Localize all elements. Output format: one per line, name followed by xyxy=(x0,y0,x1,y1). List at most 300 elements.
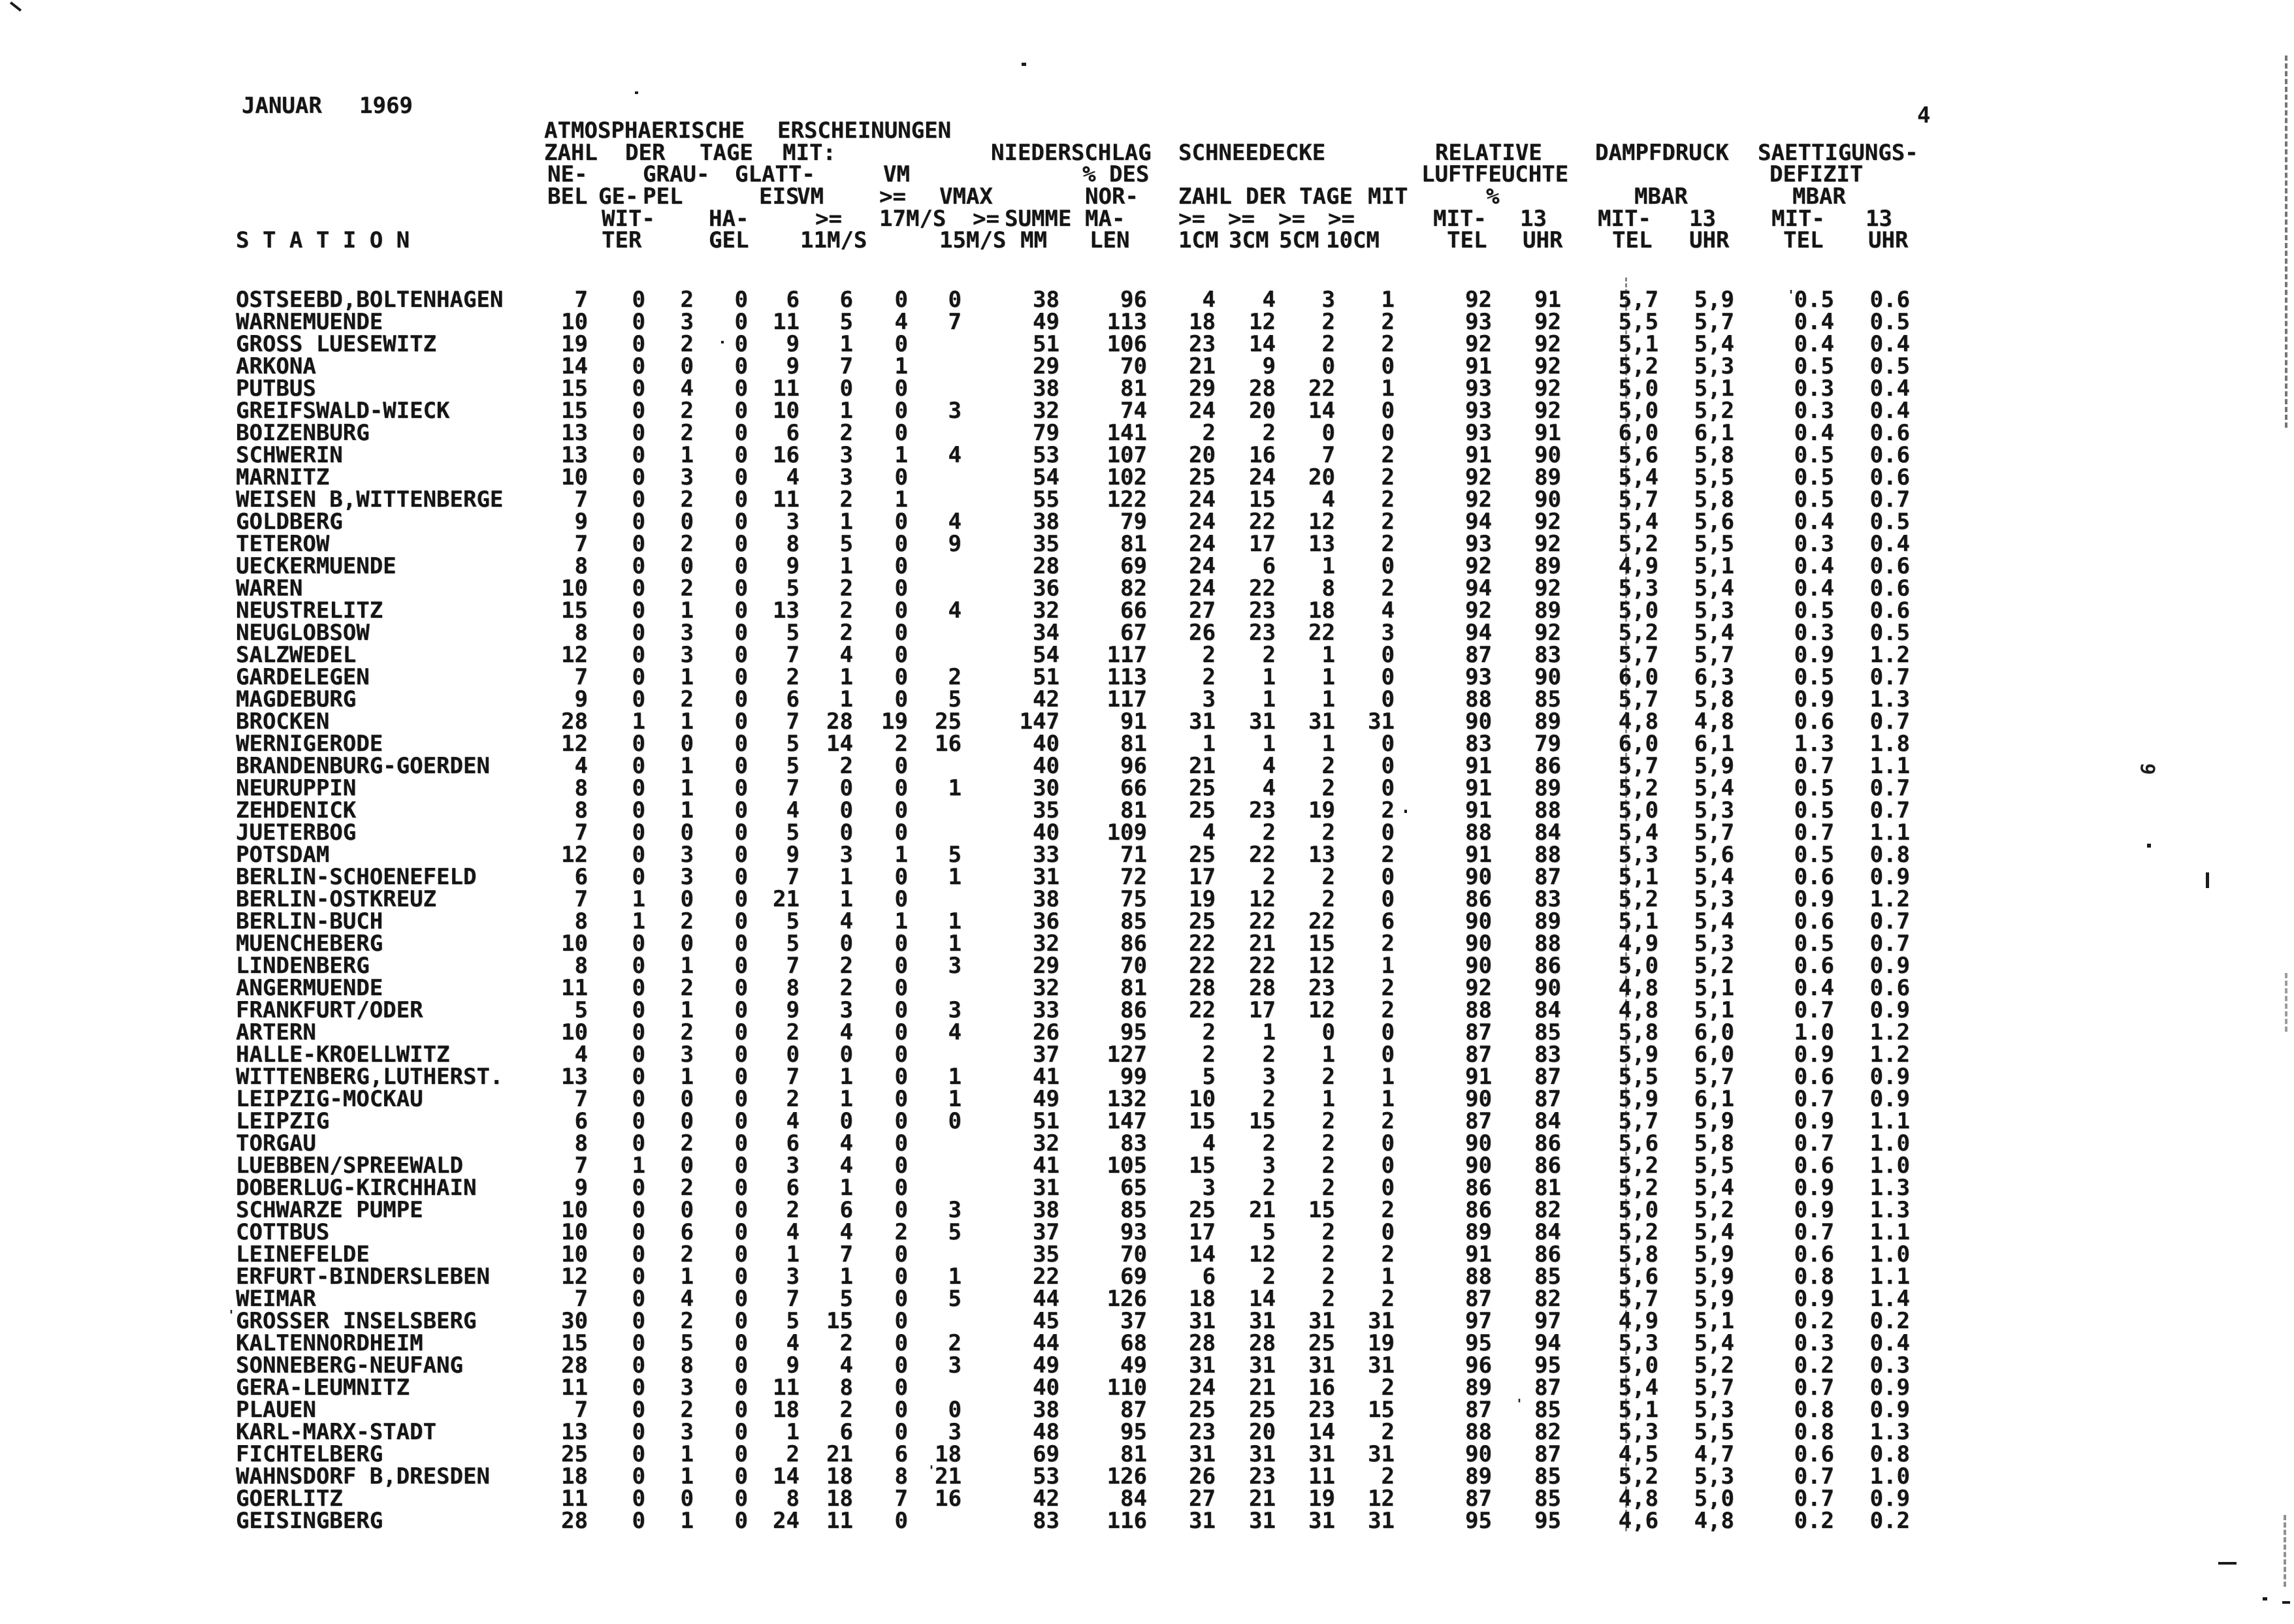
cell-luftfeuchte-mittel: 92 xyxy=(1465,287,1492,313)
scan-speck xyxy=(721,341,724,343)
cell-saettigungsdefizit-13uhr: 0.9 xyxy=(1869,953,1910,979)
cell-graupel: 2 xyxy=(680,975,694,1001)
cell-saettigungsdefizit-mittel: 0.6 xyxy=(1794,709,1834,735)
cell-vm-ge-17ms: 4 xyxy=(894,309,908,335)
cell-saettigungsdefizit-13uhr: 0.4 xyxy=(1869,1330,1910,1356)
cell-glatteis: 5 xyxy=(786,1308,800,1334)
cell-saettigungsdefizit-13uhr: 1.1 xyxy=(1869,753,1910,779)
cell-schneedecke-ge-1cm: 2 xyxy=(1202,1042,1216,1068)
scan-speck xyxy=(1022,63,1026,66)
cell-luftfeuchte-mittel: 90 xyxy=(1465,908,1492,934)
cell-vm-ge-11ms: 6 xyxy=(839,287,853,313)
cell-saettigungsdefizit-13uhr: 1.1 xyxy=(1869,1264,1910,1290)
cell-luftfeuchte-13uhr: 84 xyxy=(1534,1108,1561,1134)
cell-saettigungsdefizit-13uhr: 0.7 xyxy=(1869,664,1910,690)
cell-luftfeuchte-mittel: 92 xyxy=(1465,331,1492,357)
cell-graupel: 5 xyxy=(680,1330,694,1356)
cell-dampfdruck-13uhr: 5,3 xyxy=(1694,931,1734,957)
cell-schneedecke-ge-5cm: 31 xyxy=(1308,1508,1335,1534)
cell-dampfdruck-mittel: 6,0 xyxy=(1618,664,1658,690)
cell-dampfdruck-13uhr: 5,3 xyxy=(1694,886,1734,912)
cell-niederschlag-summe-mm: 40 xyxy=(1033,753,1059,779)
header-token: PEL xyxy=(643,183,683,210)
cell-schneedecke-ge-1cm: 24 xyxy=(1189,398,1216,424)
cell-niederschlag-prozent-des-normalen: 106 xyxy=(1107,331,1147,357)
cell-schneedecke-ge-3cm: 12 xyxy=(1249,309,1276,335)
cell-niederschlag-summe-mm: 29 xyxy=(1033,353,1059,379)
cell-dampfdruck-13uhr: 5,8 xyxy=(1694,486,1734,513)
year-label: 1969 xyxy=(359,93,413,119)
cell-vm-ge-17ms: 1 xyxy=(894,353,908,379)
cell-schneedecke-ge-1cm: 25 xyxy=(1189,775,1216,801)
cell-saettigungsdefizit-13uhr: 0.5 xyxy=(1869,353,1910,379)
cell-saettigungsdefizit-13uhr: 0.9 xyxy=(1869,1086,1910,1112)
cell-hagel: 0 xyxy=(734,442,748,468)
cell-glatteis: 8 xyxy=(786,1486,800,1512)
cell-schneedecke-ge-5cm: 14 xyxy=(1308,398,1335,424)
cell-dampfdruck-mittel: 5,9 xyxy=(1618,1086,1658,1112)
cell-graupel: 2 xyxy=(680,1397,694,1423)
cell-luftfeuchte-mittel: 86 xyxy=(1465,1197,1492,1223)
cell-graupel: 1 xyxy=(680,953,694,979)
cell-glatteis: 4 xyxy=(786,1330,800,1356)
cell-schneedecke-ge-1cm: 15 xyxy=(1189,1153,1216,1179)
cell-saettigungsdefizit-mittel: 0.8 xyxy=(1794,1264,1834,1290)
cell-schneedecke-ge-3cm: 4 xyxy=(1262,753,1276,779)
cell-schneedecke-ge-3cm: 21 xyxy=(1249,1197,1276,1223)
cell-vmax-ge-15ms: 3 xyxy=(948,997,961,1023)
cell-niederschlag-prozent-des-normalen: 69 xyxy=(1120,1264,1147,1290)
cell-schneedecke-ge-1cm: 22 xyxy=(1189,997,1216,1023)
cell-schneedecke-ge-10cm: 31 xyxy=(1368,1352,1395,1378)
cell-glatteis: 11 xyxy=(773,309,800,335)
cell-schneedecke-ge-3cm: 6 xyxy=(1262,553,1276,579)
cell-schneedecke-ge-10cm: 3 xyxy=(1381,620,1395,646)
cell-luftfeuchte-13uhr: 95 xyxy=(1534,1508,1561,1534)
cell-luftfeuchte-13uhr: 85 xyxy=(1534,1486,1561,1512)
cell-gewitter: 0 xyxy=(632,375,645,402)
cell-gewitter: 0 xyxy=(632,1308,645,1334)
cell-luftfeuchte-mittel: 88 xyxy=(1465,686,1492,712)
cell-luftfeuchte-13uhr: 87 xyxy=(1534,1086,1561,1112)
cell-vm-ge-17ms: 0 xyxy=(894,509,908,535)
header-token: UHR xyxy=(1868,227,1909,253)
cell-dampfdruck-13uhr: 5,9 xyxy=(1694,287,1734,313)
cell-schneedecke-ge-10cm: 0 xyxy=(1381,1219,1395,1245)
cell-dampfdruck-13uhr: 5,1 xyxy=(1694,375,1734,402)
cell-schneedecke-ge-3cm: 15 xyxy=(1249,1108,1276,1134)
cell-vm-ge-17ms: 0 xyxy=(894,1375,908,1401)
cell-vm-ge-11ms: 5 xyxy=(839,1286,853,1312)
cell-niederschlag-summe-mm: 38 xyxy=(1033,1197,1059,1223)
station-name: DOBERLUG-KIRCHHAIN xyxy=(236,1175,477,1201)
cell-niederschlag-prozent-des-normalen: 84 xyxy=(1120,1486,1147,1512)
cell-saettigungsdefizit-mittel: 0.4 xyxy=(1794,331,1834,357)
cell-luftfeuchte-mittel: 89 xyxy=(1465,1463,1492,1489)
cell-glatteis: 5 xyxy=(786,908,800,934)
cell-vmax-ge-15ms: 16 xyxy=(935,731,961,757)
cell-vmax-ge-15ms: 4 xyxy=(948,509,961,535)
cell-dampfdruck-mittel: 5,4 xyxy=(1618,820,1658,846)
cell-dampfdruck-13uhr: 5,4 xyxy=(1694,908,1734,934)
cell-nebel: 8 xyxy=(574,953,588,979)
cell-niederschlag-prozent-des-normalen: 66 xyxy=(1120,775,1147,801)
cell-niederschlag-prozent-des-normalen: 113 xyxy=(1107,664,1147,690)
cell-graupel: 1 xyxy=(680,997,694,1023)
cell-dampfdruck-mittel: 5,1 xyxy=(1618,864,1658,890)
cell-niederschlag-prozent-des-normalen: 85 xyxy=(1120,908,1147,934)
station-name: GROSSER INSELSBERG xyxy=(236,1308,477,1334)
cell-dampfdruck-mittel: 4,8 xyxy=(1618,1486,1658,1512)
cell-graupel: 1 xyxy=(680,1064,694,1090)
cell-schneedecke-ge-10cm: 0 xyxy=(1381,420,1395,446)
cell-graupel: 0 xyxy=(680,731,694,757)
cell-schneedecke-ge-5cm: 18 xyxy=(1308,597,1335,624)
cell-schneedecke-ge-5cm: 13 xyxy=(1308,531,1335,557)
cell-niederschlag-prozent-des-normalen: 81 xyxy=(1120,1441,1147,1467)
cell-hagel: 0 xyxy=(734,331,748,357)
cell-saettigungsdefizit-mittel: 0.7 xyxy=(1794,1086,1834,1112)
cell-schneedecke-ge-5cm: 1 xyxy=(1321,664,1335,690)
cell-luftfeuchte-mittel: 92 xyxy=(1465,464,1492,490)
cell-dampfdruck-mittel: 5,4 xyxy=(1618,464,1658,490)
cell-dampfdruck-13uhr: 5,1 xyxy=(1694,997,1734,1023)
station-name: BRANDENBURG-GOERDEN xyxy=(236,753,490,779)
cell-luftfeuchte-mittel: 90 xyxy=(1465,864,1492,890)
cell-luftfeuchte-mittel: 93 xyxy=(1465,309,1492,335)
cell-schneedecke-ge-10cm: 2 xyxy=(1381,1241,1395,1267)
cell-nebel: 7 xyxy=(574,664,588,690)
header-token: SUMME xyxy=(1005,206,1072,232)
cell-glatteis: 24 xyxy=(773,1508,800,1534)
cell-niederschlag-prozent-des-normalen: 65 xyxy=(1120,1175,1147,1201)
cell-dampfdruck-mittel: 5,2 xyxy=(1618,1153,1658,1179)
cell-schneedecke-ge-3cm: 2 xyxy=(1262,1042,1276,1068)
cell-schneedecke-ge-5cm: 31 xyxy=(1308,1352,1335,1378)
cell-schneedecke-ge-1cm: 5 xyxy=(1202,1064,1216,1090)
cell-nebel: 19 xyxy=(561,331,588,357)
cell-schneedecke-ge-10cm: 2 xyxy=(1381,975,1395,1001)
cell-gewitter: 0 xyxy=(632,731,645,757)
cell-niederschlag-prozent-des-normalen: 71 xyxy=(1120,842,1147,868)
station-name: LUEBBEN/SPREEWALD xyxy=(236,1153,463,1179)
cell-dampfdruck-13uhr: 5,0 xyxy=(1694,1486,1734,1512)
cell-graupel: 1 xyxy=(680,709,694,735)
cell-vm-ge-11ms: 1 xyxy=(839,398,853,424)
cell-schneedecke-ge-5cm: 2 xyxy=(1321,753,1335,779)
cell-niederschlag-summe-mm: 44 xyxy=(1033,1330,1059,1356)
cell-schneedecke-ge-10cm: 0 xyxy=(1381,642,1395,668)
cell-schneedecke-ge-1cm: 25 xyxy=(1189,464,1216,490)
cell-saettigungsdefizit-mittel: 0.2 xyxy=(1794,1508,1834,1534)
station-name: ARKONA xyxy=(236,353,316,379)
cell-gewitter: 0 xyxy=(632,1508,645,1534)
cell-nebel: 25 xyxy=(561,1441,588,1467)
cell-gewitter: 0 xyxy=(632,975,645,1001)
cell-niederschlag-prozent-des-normalen: 81 xyxy=(1120,375,1147,402)
cell-vm-ge-17ms: 0 xyxy=(894,1508,908,1534)
cell-vm-ge-17ms: 0 xyxy=(894,1330,908,1356)
cell-glatteis: 2 xyxy=(786,664,800,690)
cell-dampfdruck-13uhr: 5,7 xyxy=(1694,642,1734,668)
cell-graupel: 2 xyxy=(680,331,694,357)
cell-graupel: 3 xyxy=(680,1419,694,1445)
cell-nebel: 7 xyxy=(574,820,588,846)
cell-niederschlag-summe-mm: 32 xyxy=(1033,597,1059,624)
cell-graupel: 2 xyxy=(680,287,694,313)
cell-glatteis: 3 xyxy=(786,1264,800,1290)
cell-saettigungsdefizit-mittel: 0.5 xyxy=(1794,664,1834,690)
cell-schneedecke-ge-1cm: 29 xyxy=(1189,375,1216,402)
cell-saettigungsdefizit-13uhr: 0.4 xyxy=(1869,398,1910,424)
cell-vm-ge-17ms: 0 xyxy=(894,1397,908,1423)
cell-dampfdruck-mittel: 5,0 xyxy=(1618,398,1658,424)
station-name: MAGDEBURG xyxy=(236,686,357,712)
cell-schneedecke-ge-1cm: 6 xyxy=(1202,1264,1216,1290)
cell-glatteis: 7 xyxy=(786,775,800,801)
cell-glatteis: 4 xyxy=(786,797,800,823)
cell-dampfdruck-13uhr: 5,8 xyxy=(1694,686,1734,712)
paper-crease-line xyxy=(1625,278,1627,1531)
station-name: UECKERMUENDE xyxy=(236,553,396,579)
cell-schneedecke-ge-1cm: 18 xyxy=(1189,309,1216,335)
cell-niederschlag-prozent-des-normalen: 79 xyxy=(1120,509,1147,535)
cell-dampfdruck-13uhr: 5,5 xyxy=(1694,1153,1734,1179)
cell-schneedecke-ge-5cm: 16 xyxy=(1308,1375,1335,1401)
cell-luftfeuchte-13uhr: 87 xyxy=(1534,1064,1561,1090)
cell-vmax-ge-15ms: 3 xyxy=(948,1352,961,1378)
station-name: WEISEN B,WITTENBERGE xyxy=(236,486,504,513)
cell-luftfeuchte-mittel: 91 xyxy=(1465,353,1492,379)
cell-dampfdruck-13uhr: 5,5 xyxy=(1694,464,1734,490)
cell-schneedecke-ge-3cm: 3 xyxy=(1262,1153,1276,1179)
cell-vm-ge-17ms: 0 xyxy=(894,464,908,490)
cell-vmax-ge-15ms: 3 xyxy=(948,1197,961,1223)
cell-dampfdruck-13uhr: 5,4 xyxy=(1694,1330,1734,1356)
cell-saettigungsdefizit-mittel: 0.3 xyxy=(1794,398,1834,424)
cell-hagel: 0 xyxy=(734,886,748,912)
cell-schneedecke-ge-3cm: 22 xyxy=(1249,575,1276,601)
cell-saettigungsdefizit-mittel: 0.4 xyxy=(1794,553,1834,579)
cell-hagel: 0 xyxy=(734,309,748,335)
cell-niederschlag-summe-mm: 22 xyxy=(1033,1264,1059,1290)
cell-gewitter: 0 xyxy=(632,775,645,801)
cell-nebel: 18 xyxy=(561,1463,588,1489)
cell-saettigungsdefizit-mittel: 0.5 xyxy=(1794,486,1834,513)
cell-nebel: 8 xyxy=(574,797,588,823)
cell-gewitter: 0 xyxy=(632,686,645,712)
cell-saettigungsdefizit-mittel: 0.5 xyxy=(1794,775,1834,801)
cell-schneedecke-ge-10cm: 2 xyxy=(1381,1286,1395,1312)
cell-dampfdruck-mittel: 5,7 xyxy=(1618,287,1658,313)
cell-schneedecke-ge-3cm: 28 xyxy=(1249,1330,1276,1356)
cell-dampfdruck-mittel: 5,7 xyxy=(1618,1286,1658,1312)
cell-saettigungsdefizit-13uhr: 0.2 xyxy=(1869,1508,1910,1534)
cell-schneedecke-ge-3cm: 2 xyxy=(1262,820,1276,846)
cell-vmax-ge-15ms: 0 xyxy=(948,1397,961,1423)
cell-gewitter: 0 xyxy=(632,1286,645,1312)
cell-vm-ge-11ms: 4 xyxy=(839,1153,853,1179)
cell-schneedecke-ge-10cm: 2 xyxy=(1381,842,1395,868)
cell-nebel: 13 xyxy=(561,1419,588,1445)
cell-schneedecke-ge-1cm: 23 xyxy=(1189,331,1216,357)
cell-schneedecke-ge-3cm: 20 xyxy=(1249,398,1276,424)
cell-niederschlag-summe-mm: 41 xyxy=(1033,1064,1059,1090)
cell-schneedecke-ge-10cm: 6 xyxy=(1381,908,1395,934)
cell-niederschlag-summe-mm: 26 xyxy=(1033,1019,1059,1045)
cell-niederschlag-prozent-des-normalen: 70 xyxy=(1120,953,1147,979)
cell-nebel: 7 xyxy=(574,531,588,557)
cell-glatteis: 7 xyxy=(786,864,800,890)
cell-dampfdruck-mittel: 4,8 xyxy=(1618,709,1658,735)
cell-vm-ge-11ms: 3 xyxy=(839,464,853,490)
cell-luftfeuchte-mittel: 92 xyxy=(1465,597,1492,624)
cell-hagel: 0 xyxy=(734,553,748,579)
cell-nebel: 7 xyxy=(574,486,588,513)
cell-luftfeuchte-13uhr: 84 xyxy=(1534,997,1561,1023)
cell-graupel: 0 xyxy=(680,1086,694,1112)
header-token: LUFTFEUCHTE xyxy=(1421,161,1569,187)
cell-vmax-ge-15ms: 21 xyxy=(935,1463,961,1489)
cell-schneedecke-ge-1cm: 31 xyxy=(1189,1441,1216,1467)
cell-vm-ge-11ms: 14 xyxy=(826,731,853,757)
cell-schneedecke-ge-10cm: 2 xyxy=(1381,931,1395,957)
cell-saettigungsdefizit-mittel: 0.9 xyxy=(1794,1197,1834,1223)
station-name: WAREN xyxy=(236,575,303,601)
cell-schneedecke-ge-10cm: 2 xyxy=(1381,531,1395,557)
cell-schneedecke-ge-3cm: 23 xyxy=(1249,620,1276,646)
cell-vm-ge-11ms: 1 xyxy=(839,1064,853,1090)
cell-dampfdruck-mittel: 5,0 xyxy=(1618,1197,1658,1223)
cell-schneedecke-ge-3cm: 25 xyxy=(1249,1397,1276,1423)
cell-luftfeuchte-13uhr: 83 xyxy=(1534,886,1561,912)
cell-luftfeuchte-mittel: 87 xyxy=(1465,1108,1492,1134)
cell-saettigungsdefizit-13uhr: 0.8 xyxy=(1869,842,1910,868)
month-label: JANUAR xyxy=(242,93,322,119)
cell-schneedecke-ge-5cm: 2 xyxy=(1321,331,1335,357)
cell-saettigungsdefizit-13uhr: 0.7 xyxy=(1869,797,1910,823)
header-token: TAGE xyxy=(700,140,753,166)
cell-schneedecke-ge-5cm: 2 xyxy=(1321,1108,1335,1134)
cell-dampfdruck-13uhr: 5,3 xyxy=(1694,597,1734,624)
cell-nebel: 28 xyxy=(561,709,588,735)
cell-nebel: 15 xyxy=(561,1330,588,1356)
cell-niederschlag-summe-mm: 40 xyxy=(1033,731,1059,757)
cell-vm-ge-17ms: 1 xyxy=(894,442,908,468)
cell-schneedecke-ge-1cm: 23 xyxy=(1189,1419,1216,1445)
cell-niederschlag-summe-mm: 49 xyxy=(1033,309,1059,335)
header-token: UHR xyxy=(1523,227,1563,253)
cell-vm-ge-17ms: 0 xyxy=(894,1130,908,1156)
station-name: WITTENBERG,LUTHERST. xyxy=(236,1064,504,1090)
cell-schneedecke-ge-10cm: 31 xyxy=(1368,1441,1395,1467)
cell-luftfeuchte-13uhr: 84 xyxy=(1534,1219,1561,1245)
cell-saettigungsdefizit-13uhr: 0.4 xyxy=(1869,331,1910,357)
cell-schneedecke-ge-3cm: 3 xyxy=(1262,1064,1276,1090)
cell-schneedecke-ge-5cm: 22 xyxy=(1308,375,1335,402)
cell-luftfeuchte-13uhr: 92 xyxy=(1534,509,1561,535)
station-name: NEUGLOBSOW xyxy=(236,620,370,646)
cell-niederschlag-prozent-des-normalen: 83 xyxy=(1120,1130,1147,1156)
cell-graupel: 2 xyxy=(680,686,694,712)
cell-saettigungsdefizit-13uhr: 0.9 xyxy=(1869,1486,1910,1512)
cell-luftfeuchte-13uhr: 88 xyxy=(1534,842,1561,868)
cell-vmax-ge-15ms: 5 xyxy=(948,1286,961,1312)
cell-vmax-ge-15ms: 3 xyxy=(948,398,961,424)
cell-nebel: 5 xyxy=(574,997,588,1023)
cell-saettigungsdefizit-mittel: 0.4 xyxy=(1794,575,1834,601)
cell-gewitter: 0 xyxy=(632,620,645,646)
header-token: NE- xyxy=(547,161,588,187)
cell-vmax-ge-15ms: 1 xyxy=(948,931,961,957)
cell-vm-ge-11ms: 1 xyxy=(839,664,853,690)
cell-saettigungsdefizit-13uhr: 1.1 xyxy=(1869,1108,1910,1134)
cell-vm-ge-11ms: 3 xyxy=(839,442,853,468)
cell-niederschlag-prozent-des-normalen: 126 xyxy=(1107,1286,1147,1312)
cell-vm-ge-17ms: 0 xyxy=(894,642,908,668)
cell-luftfeuchte-13uhr: 90 xyxy=(1534,442,1561,468)
cell-glatteis: 6 xyxy=(786,287,800,313)
cell-niederschlag-prozent-des-normalen: 86 xyxy=(1120,931,1147,957)
cell-dampfdruck-mittel: 5,0 xyxy=(1618,797,1658,823)
header-token: 17M/S xyxy=(879,206,946,232)
title-atmosphaerische: ATMOSPHAERISCHE xyxy=(544,118,745,144)
cell-niederschlag-summe-mm: 53 xyxy=(1033,442,1059,468)
cell-niederschlag-summe-mm: 36 xyxy=(1033,908,1059,934)
cell-vmax-ge-15ms: 16 xyxy=(935,1486,961,1512)
station-name: TORGAU xyxy=(236,1130,316,1156)
cell-glatteis: 5 xyxy=(786,753,800,779)
cell-niederschlag-summe-mm: 33 xyxy=(1033,842,1059,868)
cell-glatteis: 0 xyxy=(786,1042,800,1068)
cell-gewitter: 1 xyxy=(632,886,645,912)
cell-vm-ge-17ms: 2 xyxy=(894,731,908,757)
cell-luftfeuchte-mittel: 87 xyxy=(1465,1397,1492,1423)
cell-luftfeuchte-13uhr: 95 xyxy=(1534,1352,1561,1378)
header-token: VMAX xyxy=(939,183,993,210)
cell-hagel: 0 xyxy=(734,509,748,535)
cell-vm-ge-11ms: 0 xyxy=(839,820,853,846)
station-name: JUETERBOG xyxy=(236,820,357,846)
cell-graupel: 0 xyxy=(680,1486,694,1512)
cell-dampfdruck-mittel: 5,8 xyxy=(1618,1241,1658,1267)
cell-saettigungsdefizit-mittel: 0.8 xyxy=(1794,1397,1834,1423)
cell-nebel: 8 xyxy=(574,1130,588,1156)
station-name: SONNEBERG-NEUFANG xyxy=(236,1352,463,1378)
cell-luftfeuchte-mittel: 90 xyxy=(1465,1086,1492,1112)
cell-schneedecke-ge-5cm: 13 xyxy=(1308,842,1335,868)
cell-gewitter: 0 xyxy=(632,1175,645,1201)
cell-schneedecke-ge-5cm: 2 xyxy=(1321,1175,1335,1201)
cell-schneedecke-ge-1cm: 19 xyxy=(1189,886,1216,912)
cell-glatteis: 2 xyxy=(786,1019,800,1045)
cell-dampfdruck-13uhr: 5,9 xyxy=(1694,1108,1734,1134)
cell-dampfdruck-mittel: 5,8 xyxy=(1618,1019,1658,1045)
cell-vm-ge-11ms: 4 xyxy=(839,1019,853,1045)
cell-vmax-ge-15ms: 5 xyxy=(948,686,961,712)
station-name: PUTBUS xyxy=(236,375,316,402)
cell-saettigungsdefizit-mittel: 0.7 xyxy=(1794,1219,1834,1245)
cell-luftfeuchte-mittel: 93 xyxy=(1465,375,1492,402)
cell-luftfeuchte-mittel: 90 xyxy=(1465,1441,1492,1467)
cell-graupel: 2 xyxy=(680,1175,694,1201)
cell-glatteis: 6 xyxy=(786,1130,800,1156)
cell-luftfeuchte-13uhr: 82 xyxy=(1534,1197,1561,1223)
header-token: DEFIZIT xyxy=(1769,161,1864,187)
cell-luftfeuchte-13uhr: 92 xyxy=(1534,331,1561,357)
cell-schneedecke-ge-5cm: 12 xyxy=(1308,953,1335,979)
cell-niederschlag-summe-mm: 31 xyxy=(1033,864,1059,890)
